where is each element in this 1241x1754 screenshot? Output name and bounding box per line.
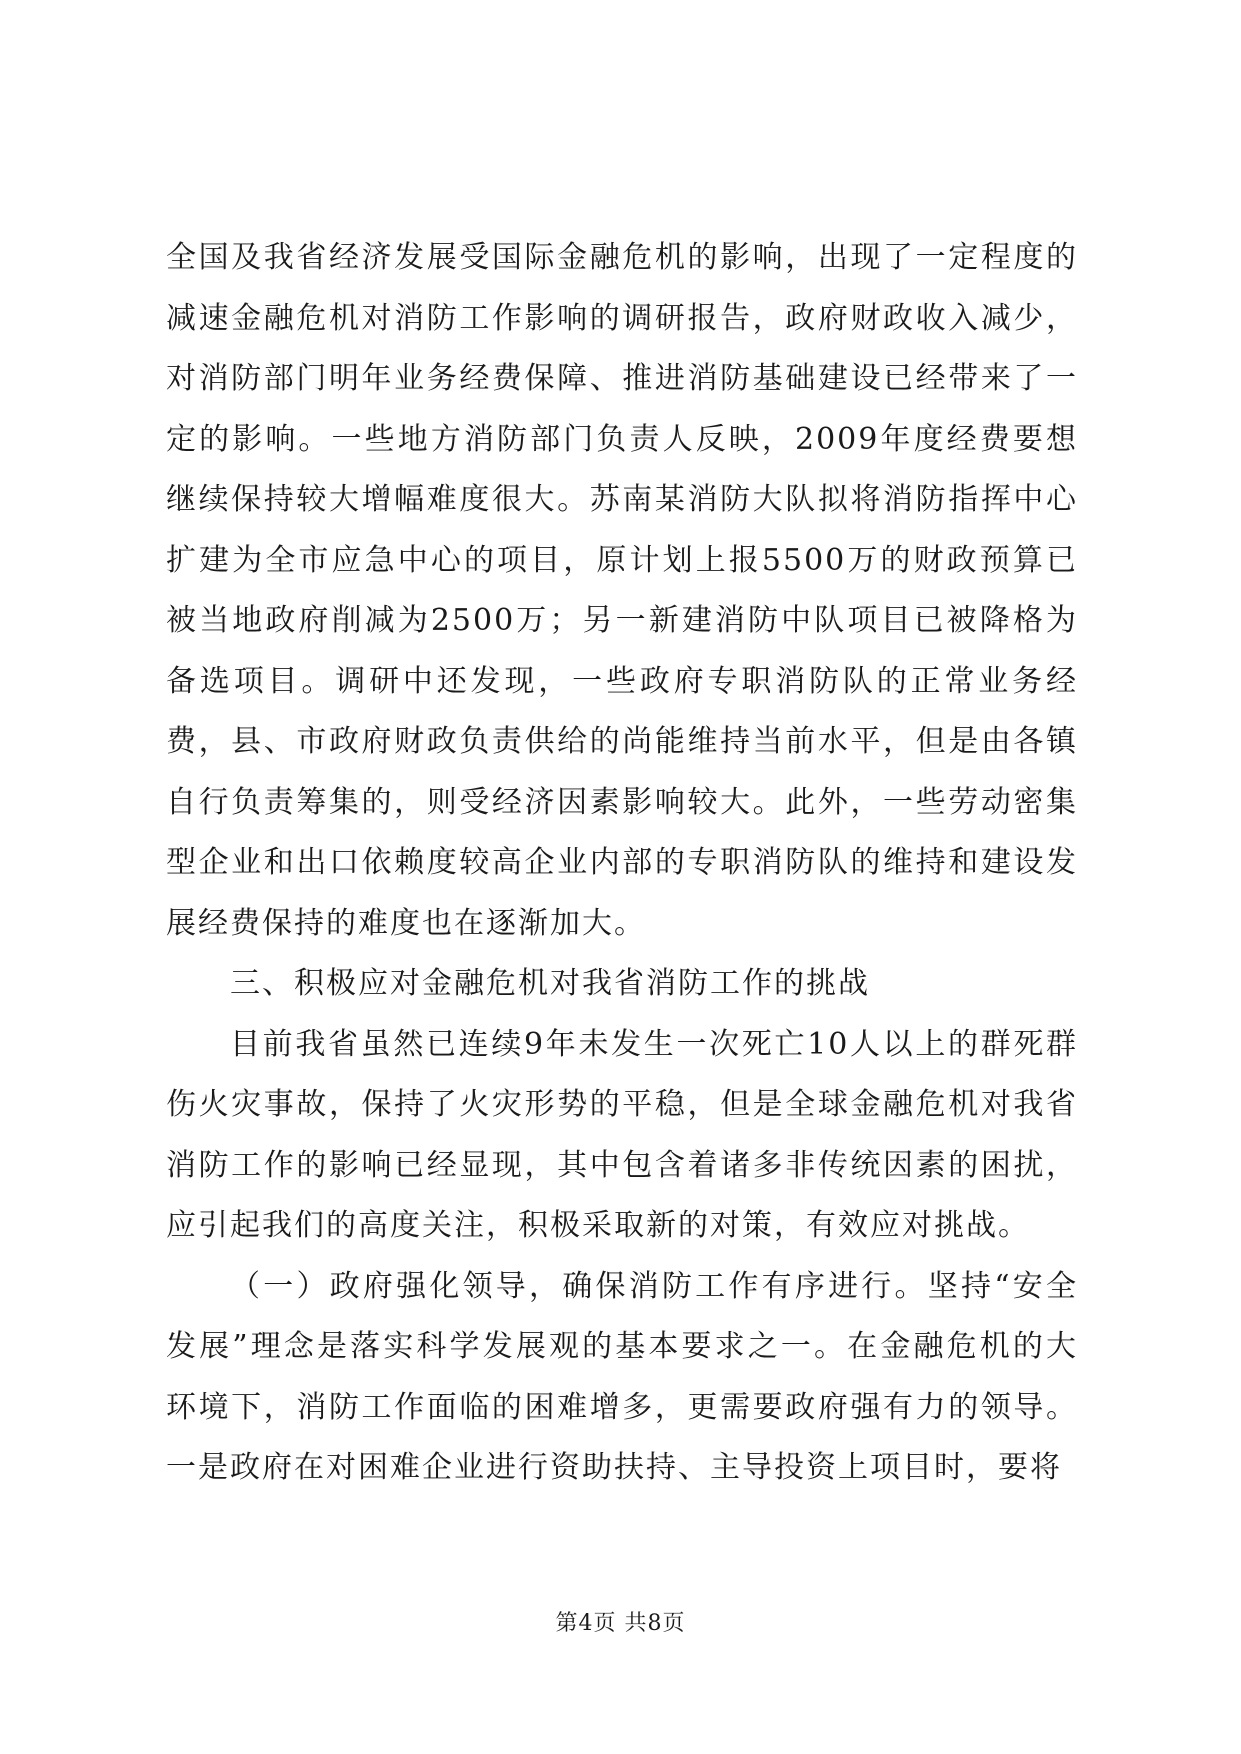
paragraph-government-leadership: （一）政府强化领导，确保消防工作有序进行。坚持“安全发展”理念是落实科学发展观的基本要求之一。在金融危机的大环境下，消防工作面临的困难增多，更需要政府强有力的领导。一是政府在对困难企业进行资助扶持、主导投资上项目时，要将 bbox=[166, 1268, 1078, 1485]
section-heading-three: 三、积极应对金融危机对我省消防工作的挑战 bbox=[230, 966, 870, 1001]
paragraph-funding-impact: 全国及我省经济发展受国际金融危机的影响，出现了一定程度的减速金融危机对消防工作影响的调研报告，政府财政收入减少，对消防部门明年业务经费保障、推进消防基础建设已经带来了一定的影响。一些地方消防部门负责人反映，2009年度经费要想继续保持较大增幅难度很大。苏南某消防大队拟将消防指挥中心扩建为全市应急中心的项目，原计划上报5500万的财政预算已被当地政府削减为2500万；另一新建消防中队项目已被降格为备选项目。调研中还发现，一些政府专职消防队的正常业务经费，县、市政府财政负责供给的尚能维持当前水平，但是由各镇自行负责筹集的，则受经济因素影响较大。此外，一些劳动密集型企业和出口依赖度较高企业内部的专职消防队的维持和建设发展经费保持的难度也在逐渐加大。 bbox=[166, 240, 1078, 941]
document-body bbox=[166, 228, 1078, 1499]
paragraph-challenges: 目前我省虽然已连续9年未发生一次死亡10人以上的群死群伤火灾事故，保持了火灾形势的平稳，但是全球金融危机对我省消防工作的影响已经显现，其中包含着诸多非传统因素的困扰，应引起我们的高度关注，积极采取新的对策，有效应对挑战。 bbox=[166, 1026, 1078, 1243]
page-footer: 第4页 共8页 bbox=[555, 1611, 686, 1636]
